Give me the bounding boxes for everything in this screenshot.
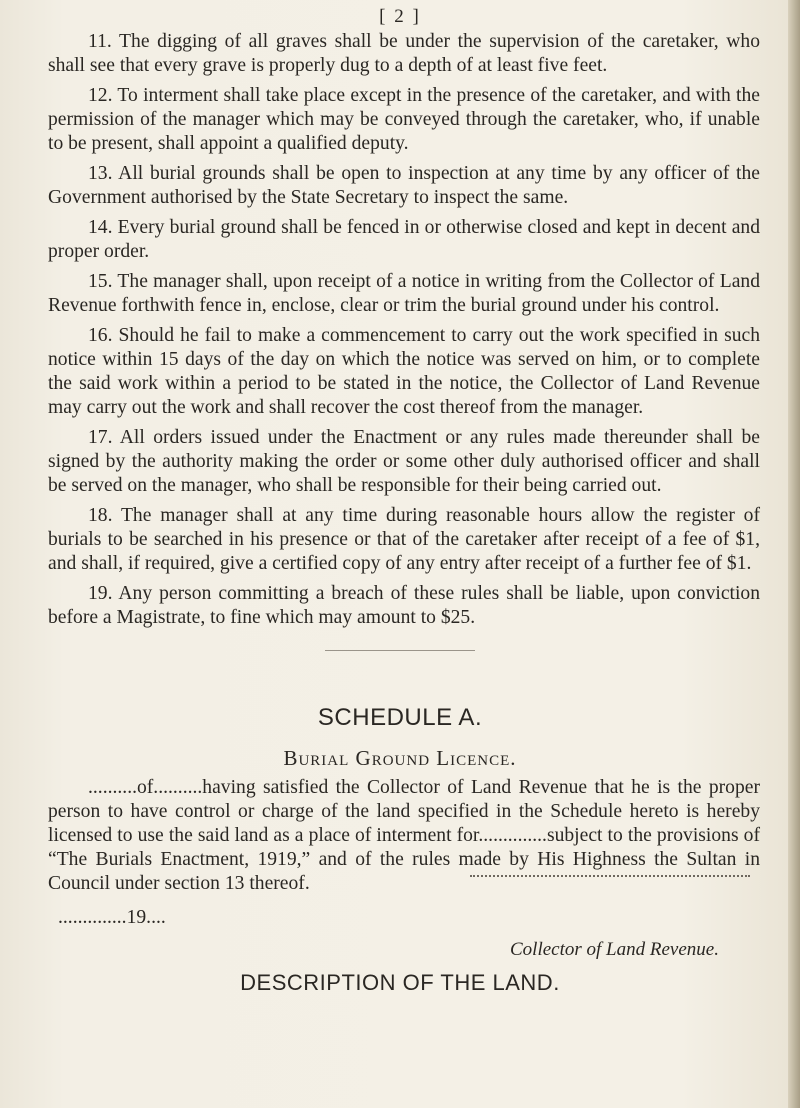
signature-label: Collector of Land Revenue. [510, 939, 719, 960]
licence-title: Burial Ground Licence. [283, 746, 517, 770]
licence-paragraph: ..........of..........having satisfied the Collector of Land Revenue that he is the proper person to have control or charge of the land specified in the Schedule hereto is hereby licensed to use the said land as a place of interment for..............subject to the provisions of “The Burials Enactment, 1919,” and of the rules made by His Highness the Sultan in Council under section 13 thereof. [48, 777, 760, 894]
date-line: ..............19.... [58, 907, 166, 928]
rule-19: 19. Any person committing a breach of these rules shall be liable, upon conviction before a Magistrate, to fine which may amount to $25. [48, 583, 760, 628]
page-number: [ 2 ] [379, 6, 421, 27]
rule-18: 18. The manager shall at any time during reasonable hours allow the register of burials to be searched in his presence or that of the caretaker after receipt of a fee of $1, and shall, if required, give a certified copy of any entry after receipt of a further fee of $1. [48, 505, 760, 574]
page-edge [788, 0, 800, 1108]
section-divider [325, 650, 475, 651]
rule-12: 12. To interment shall take place except in the presence of the caretaker, and with the permission of the manager which may be conveyed through the caretaker, who, if unable to be present, shall appoint a qualified deputy. [48, 85, 760, 154]
rules-body [48, 30, 760, 636]
rule-14: 14. Every burial ground shall be fenced in or otherwise closed and kept in decent and proper order. [48, 217, 760, 262]
signature-line [470, 875, 750, 877]
schedule-title: SCHEDULE A. [317, 704, 483, 731]
rule-15: 15. The manager shall, upon receipt of a notice in writing from the Collector of Land Revenue forthwith fence in, enclose, clear or trim the burial ground under his control. [48, 271, 760, 316]
licence-body [48, 776, 760, 896]
description-heading: DESCRIPTION OF THE LAND. [240, 970, 560, 995]
rule-13: 13. All burial grounds shall be open to inspection at any time by any officer of the Government authorised by the State Secretary to inspect the same. [48, 163, 760, 208]
rule-16: 16. Should he fail to make a commencement to carry out the work specified in such notice within 15 days of the day on which the notice was served on him, or to complete the said work within a period to be stated in the notice, the Collector of Land Revenue may carry out the work and shall recover the cost thereof from the manager. [48, 325, 760, 418]
rule-11: 11. The digging of all graves shall be under the supervision of the caretaker, who shall see that every grave is properly dug to a depth of at least five feet. [48, 31, 760, 76]
rule-17: 17. All orders issued under the Enactment or any rules made thereunder shall be signed by the authority making the order or some other duly authorised officer and shall be served on the manager, who shall be responsible for their being carried out. [48, 427, 760, 496]
